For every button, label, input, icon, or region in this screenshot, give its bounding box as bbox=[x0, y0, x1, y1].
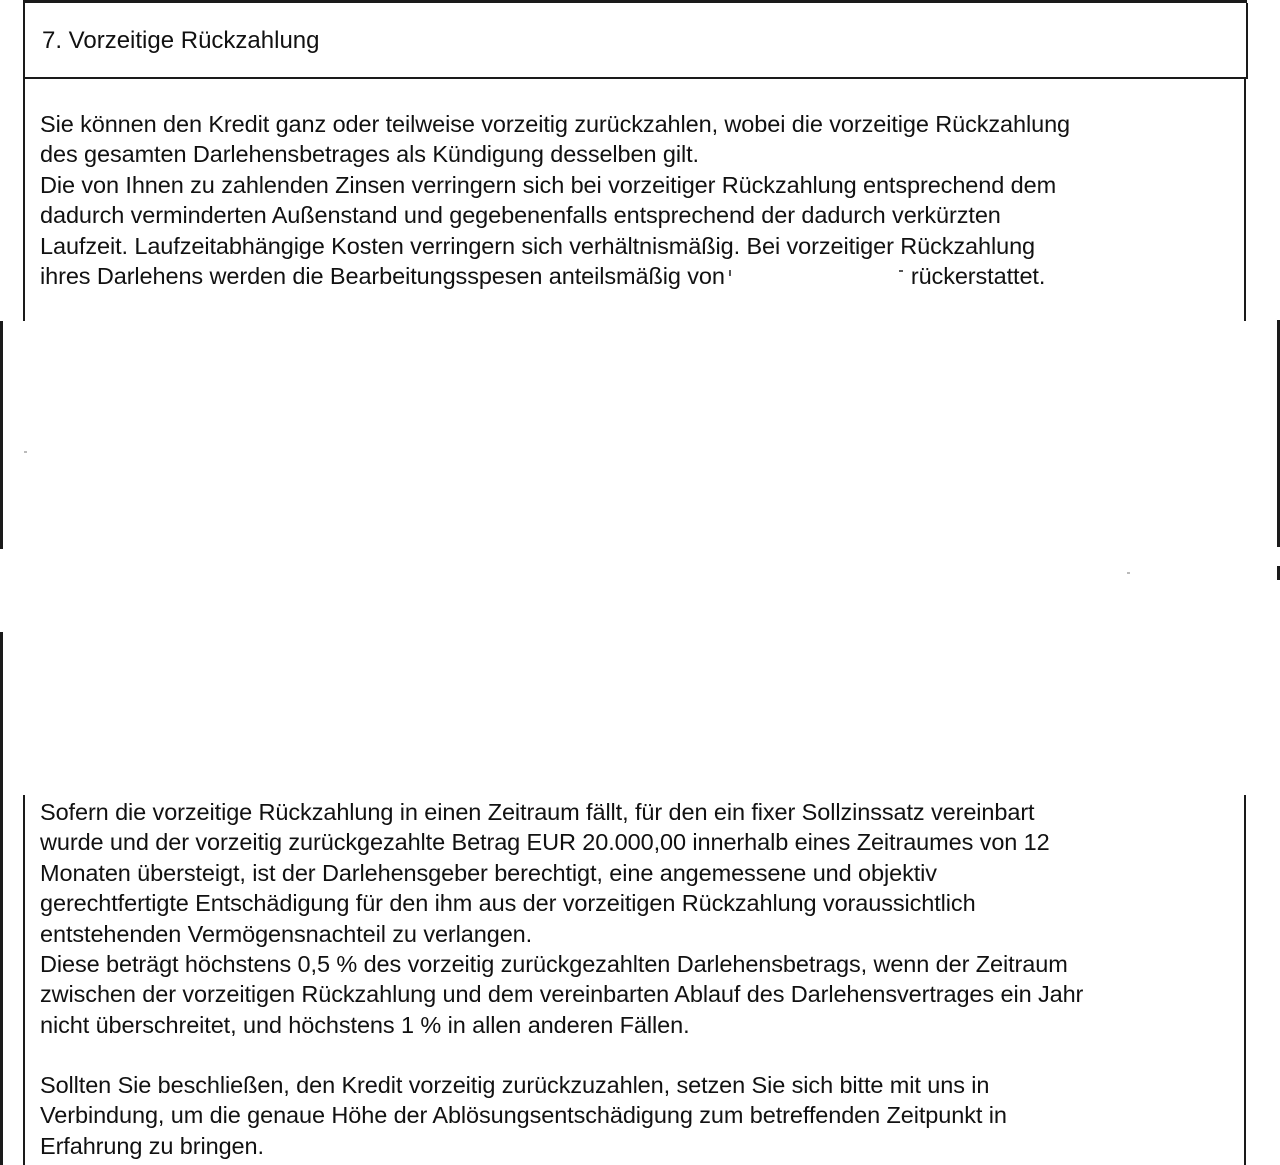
text-fragment: ihres Darlehens werden die Bearbeitungsspesen anteilsmäßig von bbox=[40, 263, 725, 290]
text-line: gerechtfertigte Entschädigung für den ihm aus der vorzeitigen Rückzahlung voraussichtlich bbox=[40, 890, 976, 917]
text-line: Monaten übersteigt, ist der Darlehensgeber berechtigt, eine angemessene und objektiv bbox=[40, 859, 937, 886]
section-heading-box bbox=[23, 3, 1248, 79]
scan-edge-mark bbox=[0, 321, 3, 549]
text-line: dadurch verminderten Außenstand und gegebenenfalls entsprechend der dadurch verkürzten bbox=[40, 202, 1001, 229]
redacted-area bbox=[725, 268, 911, 288]
scan-edge-mark bbox=[0, 632, 3, 1165]
text-line bbox=[40, 261, 1240, 291]
text-line: Diese beträgt höchstens 0,5 % des vorzeitig zurückgezahlten Darlehensbetrags, wenn der Zeitraum bbox=[40, 951, 1068, 978]
text-line: wurde und der vorzeitig zurückgezahlte Betrag EUR 20.000,00 innerhalb eines Zeitraumes von 12 bbox=[40, 829, 1050, 856]
content-box-left-border bbox=[23, 79, 25, 321]
content-box-right-border bbox=[1244, 79, 1246, 321]
scan-speck bbox=[1127, 572, 1130, 574]
text-line: des gesamten Darlehensbetrages als Kündigung desselben gilt. bbox=[40, 141, 699, 168]
text-line: zwischen der vorzeitigen Rückzahlung und dem vereinbarten Ablauf des Darlehensvertrages ein Jahr bbox=[40, 981, 1084, 1008]
paragraph-contact bbox=[40, 1070, 1240, 1161]
paragraph-compensation bbox=[40, 797, 1240, 1040]
text-line: entstehenden Vermögensnachteil zu verlangen. bbox=[40, 920, 533, 947]
content-box-left-border bbox=[23, 795, 25, 1165]
text-line: Sollten Sie beschließen, den Kredit vorzeitig zurückzuzahlen, setzen Sie sich bitte mit uns in bbox=[40, 1072, 990, 1098]
text-fragment: rückerstattet. bbox=[910, 263, 1046, 290]
content-box-right-border bbox=[1244, 795, 1246, 1165]
text-line: Verbindung, um die genaue Höhe der Ablösungsentschädigung zum betreffenden Zeitpunkt in bbox=[40, 1102, 1007, 1129]
paragraph-early-repayment bbox=[40, 109, 1240, 291]
text-line: nicht überschreitet, und höchstens 1 % in allen anderen Fällen. bbox=[40, 1011, 690, 1038]
scan-speck bbox=[24, 451, 27, 453]
text-line: Die von Ihnen zu zahlenden Zinsen verringern sich bei vorzeitiger Rückzahlung entsprechend dem bbox=[40, 171, 1057, 198]
text-line: Sofern die vorzeitige Rückzahlung in einen Zeitraum fällt, für den ein fixer Sollzinssatz vereinbart bbox=[40, 799, 1035, 825]
text-line: Laufzeit. Laufzeitabhängige Kosten verringern sich verhältnismäßig. Bei vorzeitiger Rückzahlung bbox=[40, 232, 1036, 259]
section-heading: 7. Vorzeitige Rückzahlung bbox=[42, 27, 320, 54]
text-line: Sie können den Kredit ganz oder teilweise vorzeitig zurückzahlen, wobei die vorzeitige Rückzahlung bbox=[40, 111, 1071, 137]
text-line: Erfahrung zu bringen. bbox=[40, 1132, 264, 1159]
